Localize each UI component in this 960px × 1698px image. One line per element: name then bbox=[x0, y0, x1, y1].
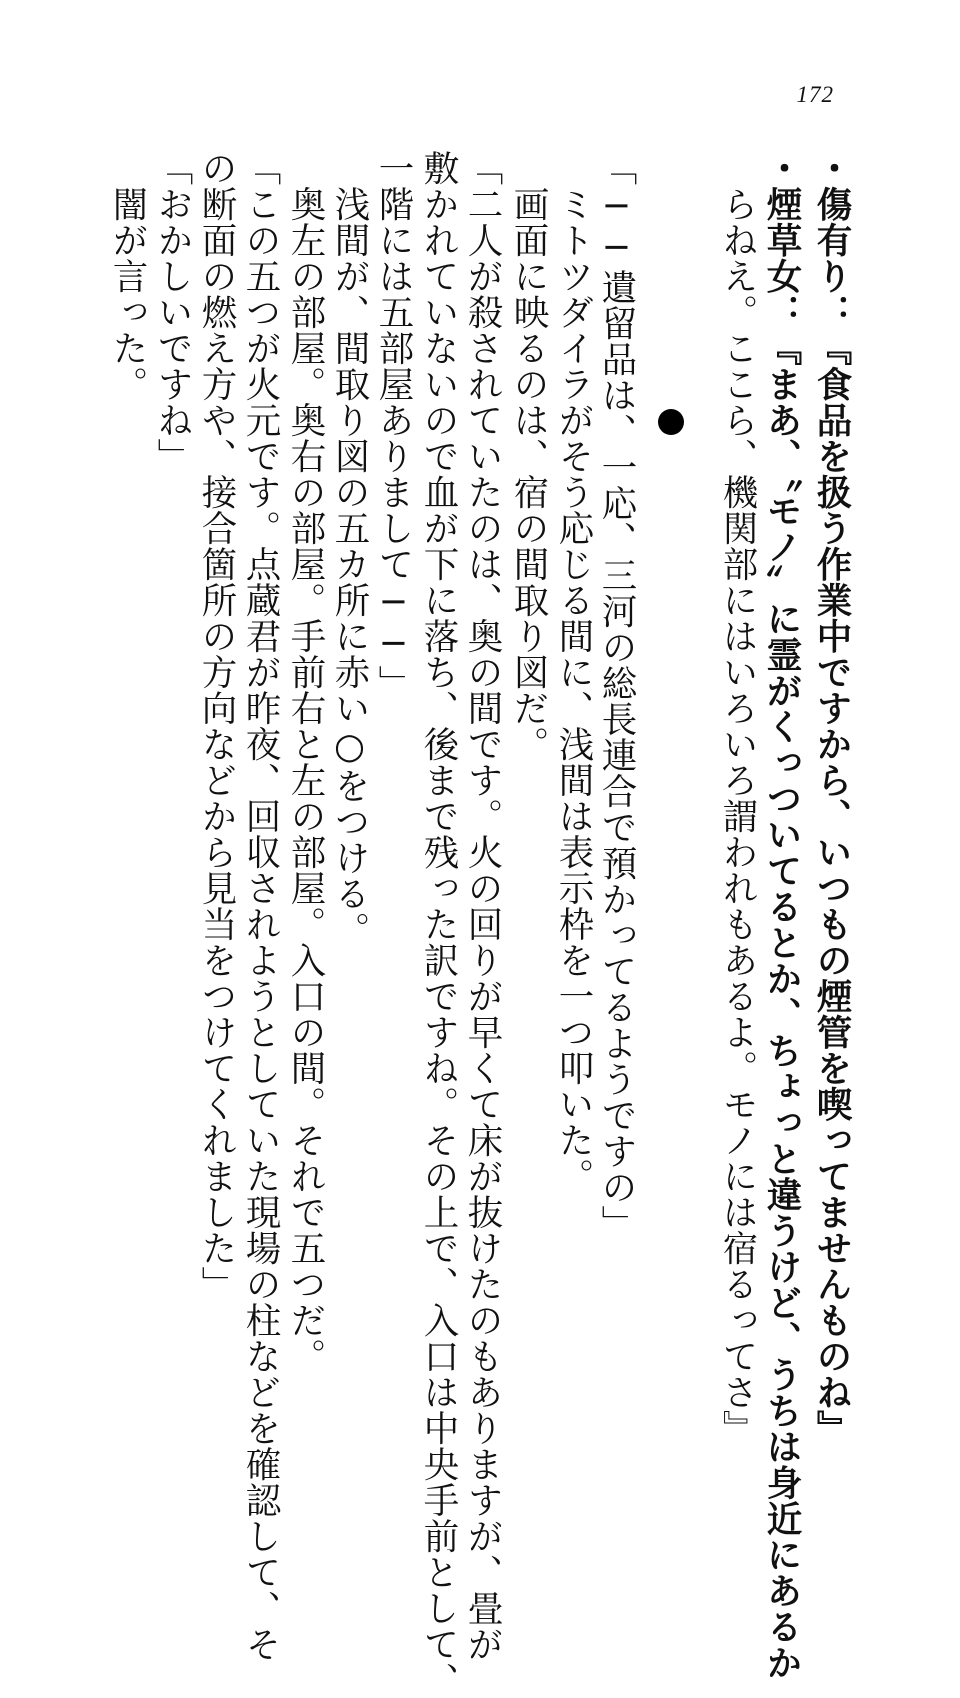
text-column-2: ・煙草女：『まあ、〝モノ〟に霊がくっついてるとか、ちょっと違うけど、うちは身近にあるか bbox=[761, 150, 802, 1681]
text-column-4: 「──遺留品は、一応、三河の総長連合で預かってるようですの」 bbox=[596, 150, 637, 1241]
text-column-13: の断面の燃え方や、接合箇所の方向などから見当をつけてくれました」 bbox=[196, 150, 237, 1302]
page-number: 172 bbox=[796, 82, 834, 107]
text-column-12: 「この五つが火元です。点蔵君が昨夜、回収されようとしていた現場の柱などを確認して、そ bbox=[240, 150, 281, 1662]
text-column-9: 一階には五部屋ありまして──」 bbox=[373, 150, 414, 701]
text-column-8: 敷かれていないので血が下に落ち、後まで残った訳ですね。その上で、入口は中央手前として、 bbox=[418, 150, 459, 1698]
text-column-5: ミトツダイラがそう応じる間に、浅間は表示枠を一つ叩いた。 bbox=[553, 186, 594, 1194]
text-column-1: ・傷有り：『食品を扱う作業中ですから、いつもの煙管を喫ってませんものね』 bbox=[811, 150, 852, 1446]
text-column-3: らねえ。ここら、機関部にはいろいろ謂われもあるよ。モノには宿るってさ』 bbox=[717, 186, 758, 1446]
text-column-6: 画面に映るのは、宿の間取り図だ。 bbox=[508, 186, 549, 762]
black-circle-icon bbox=[658, 409, 684, 435]
text-column-14: 「おかしいですね」 bbox=[152, 150, 193, 474]
text-column-10: 浅間が、間取り図の五カ所に赤い○をつける。 bbox=[329, 186, 370, 948]
text-column-15: 闇が言った。 bbox=[107, 186, 148, 402]
text-column-11: 奥左の部屋。奥右の部屋。手前右と左の部屋。入口の間。それで五つだ。 bbox=[285, 186, 326, 1374]
text-column-7: 「二人が殺されていたのは、奥の間です。火の回りが早くて床が抜けたのもありますが、畳が bbox=[462, 150, 503, 1662]
